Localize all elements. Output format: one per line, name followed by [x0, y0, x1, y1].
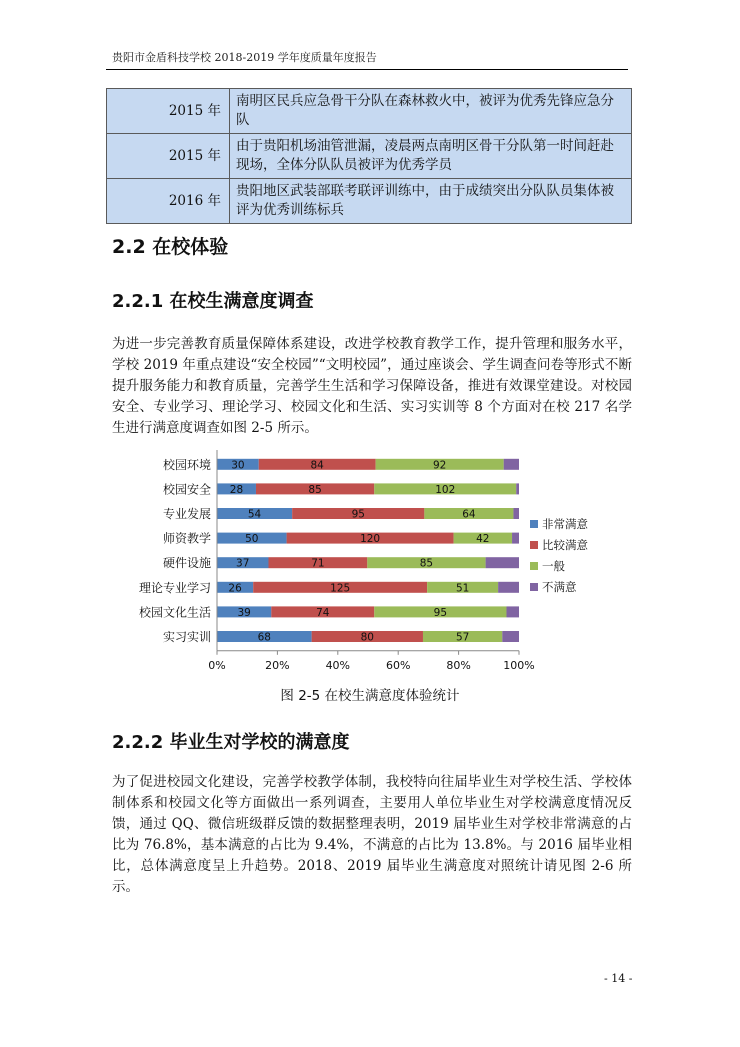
- subsection-heading-student-satisfaction: 2.2.1 在校生满意度调查: [112, 291, 314, 312]
- legend-label: 比较满意: [542, 538, 588, 552]
- satisfaction-chart: [130, 448, 610, 680]
- table-cell-year: 2015 年: [107, 134, 230, 179]
- data-label: 64: [462, 508, 476, 521]
- bar-segment: [512, 533, 519, 544]
- table-cell-year: 2015 年: [107, 89, 230, 134]
- figure-caption: 图 2-5 在校生满意度体验统计: [280, 688, 460, 704]
- page-number: - 14 -: [604, 972, 633, 985]
- x-tick-label: 60%: [385, 658, 411, 672]
- data-label: 95: [351, 508, 365, 521]
- subsection-heading-graduate-satisfaction: 2.2.2 毕业生对学校的满意度: [112, 732, 350, 753]
- x-tick-label: 0%: [208, 658, 226, 672]
- chart-bars: [217, 459, 519, 644]
- awards-table: [106, 88, 632, 224]
- data-label: 37: [236, 557, 250, 570]
- category-label: 硬件设施: [162, 556, 211, 571]
- data-label: 39: [237, 606, 251, 619]
- table-cell-text: 由于贵阳机场油管泄漏，凌晨两点南明区骨干分队第一时间赶赴现场，全体分队队员被评为优秀学员: [230, 134, 632, 179]
- legend-swatch: [530, 520, 538, 528]
- table-cell-text: 南明区民兵应急骨干分队在森林救火中，被评为优秀先锋应急分队: [230, 89, 632, 134]
- bar-segment: [502, 631, 519, 642]
- table-cell-text: 贵阳地区武装部联考联评训练中，由于成绩突出分队队员集体被评为优秀训练标兵: [230, 179, 632, 224]
- data-label: 50: [245, 533, 259, 546]
- table-cell-year: 2016 年: [107, 179, 230, 224]
- data-label: 51: [455, 582, 470, 595]
- data-label: 42: [476, 533, 490, 546]
- data-label: 125: [330, 582, 351, 595]
- category-label: 校园文化生活: [138, 605, 211, 620]
- legend-label: 不满意: [542, 580, 577, 594]
- bar-segment: [486, 557, 519, 568]
- header-rule: [106, 69, 628, 70]
- data-label: 74: [316, 606, 330, 619]
- bar-segment: [513, 508, 519, 519]
- table-row: [107, 89, 632, 134]
- data-label: 102: [435, 483, 456, 496]
- bar-segment: [504, 459, 519, 470]
- bar-segment: [498, 582, 519, 593]
- bar-segment: [516, 483, 519, 494]
- section-heading: 2.2 在校体验: [112, 236, 229, 258]
- data-label: 28: [229, 483, 244, 496]
- bar-segment: [506, 606, 519, 617]
- data-label: 84: [310, 459, 324, 472]
- data-label: 85: [419, 557, 434, 570]
- x-tick-label: 40%: [325, 658, 351, 672]
- data-label: 54: [247, 508, 262, 521]
- data-label: 71: [311, 557, 325, 570]
- data-label: 80: [360, 631, 374, 644]
- legend-swatch: [530, 583, 538, 591]
- category-label: 校园安全: [162, 482, 211, 497]
- data-label: 95: [433, 606, 448, 619]
- x-tick-label: 80%: [446, 658, 471, 672]
- x-tick-label: 20%: [265, 658, 290, 672]
- category-label: 师资教学: [162, 531, 211, 546]
- legend-swatch: [530, 562, 538, 570]
- table-row: [107, 134, 632, 179]
- report-header: 贵阳市金盾科技学校 2018-2019 学年度质量年度报告: [112, 51, 377, 64]
- chart-category-labels: [139, 457, 211, 644]
- data-label: 92: [432, 459, 447, 472]
- paragraph-student-survey: 为进一步完善教育质量保障体系建设，改进学校教育教学工作，提升管理和服务水平，学校 2019 年重点建设“安全校园”“文明校园”，通过座谈会、学生调查问卷等形式不断提升服务能力和教育质量，完善学生生活和学习保障设备，推进有效课堂建设。对校园安全、专业学习、理论学习、校园文化和生活、实习实训等 8 个方面对在校 217 名学生进行满意度调查如图 2-5 所示。: [112, 336, 632, 436]
- category-label: 专业发展: [162, 507, 211, 521]
- paragraph-graduate-survey: 为了促进校园文化建设，完善学校教学体制，我校特向往届毕业生对学校生活、学校体制体系和校园文化等方面做出一系列调查，主要用人单位毕业生对学校满意度情况反馈，通过 QQ、微信班级群反馈的数据整理表明，2019 届毕业生对学校非常满意的占比为 76.8%，基本满意的占比为 9.4%，不满意的占比为 13.8%。与 2016 届毕业相比，总体满意度呈上升趋势。2018、2019 届毕业生满意度对照统计请见图 2-6 所示。: [112, 774, 632, 895]
- data-label: 30: [231, 459, 245, 472]
- legend-label: 一般: [542, 559, 565, 573]
- data-label: 120: [360, 533, 381, 546]
- x-tick-label: 100%: [503, 658, 535, 672]
- data-label: 85: [308, 483, 322, 496]
- data-label: 68: [257, 631, 272, 644]
- table-row: [107, 179, 632, 224]
- legend-label: 非常满意: [542, 517, 588, 531]
- legend-swatch: [530, 541, 538, 549]
- category-label: 理论专业学习: [138, 580, 211, 595]
- data-label: 57: [455, 631, 470, 644]
- chart-legend: [530, 517, 588, 594]
- category-label: 实习实训: [162, 630, 211, 644]
- data-label: 26: [228, 582, 242, 595]
- category-label: 校园环境: [162, 457, 211, 472]
